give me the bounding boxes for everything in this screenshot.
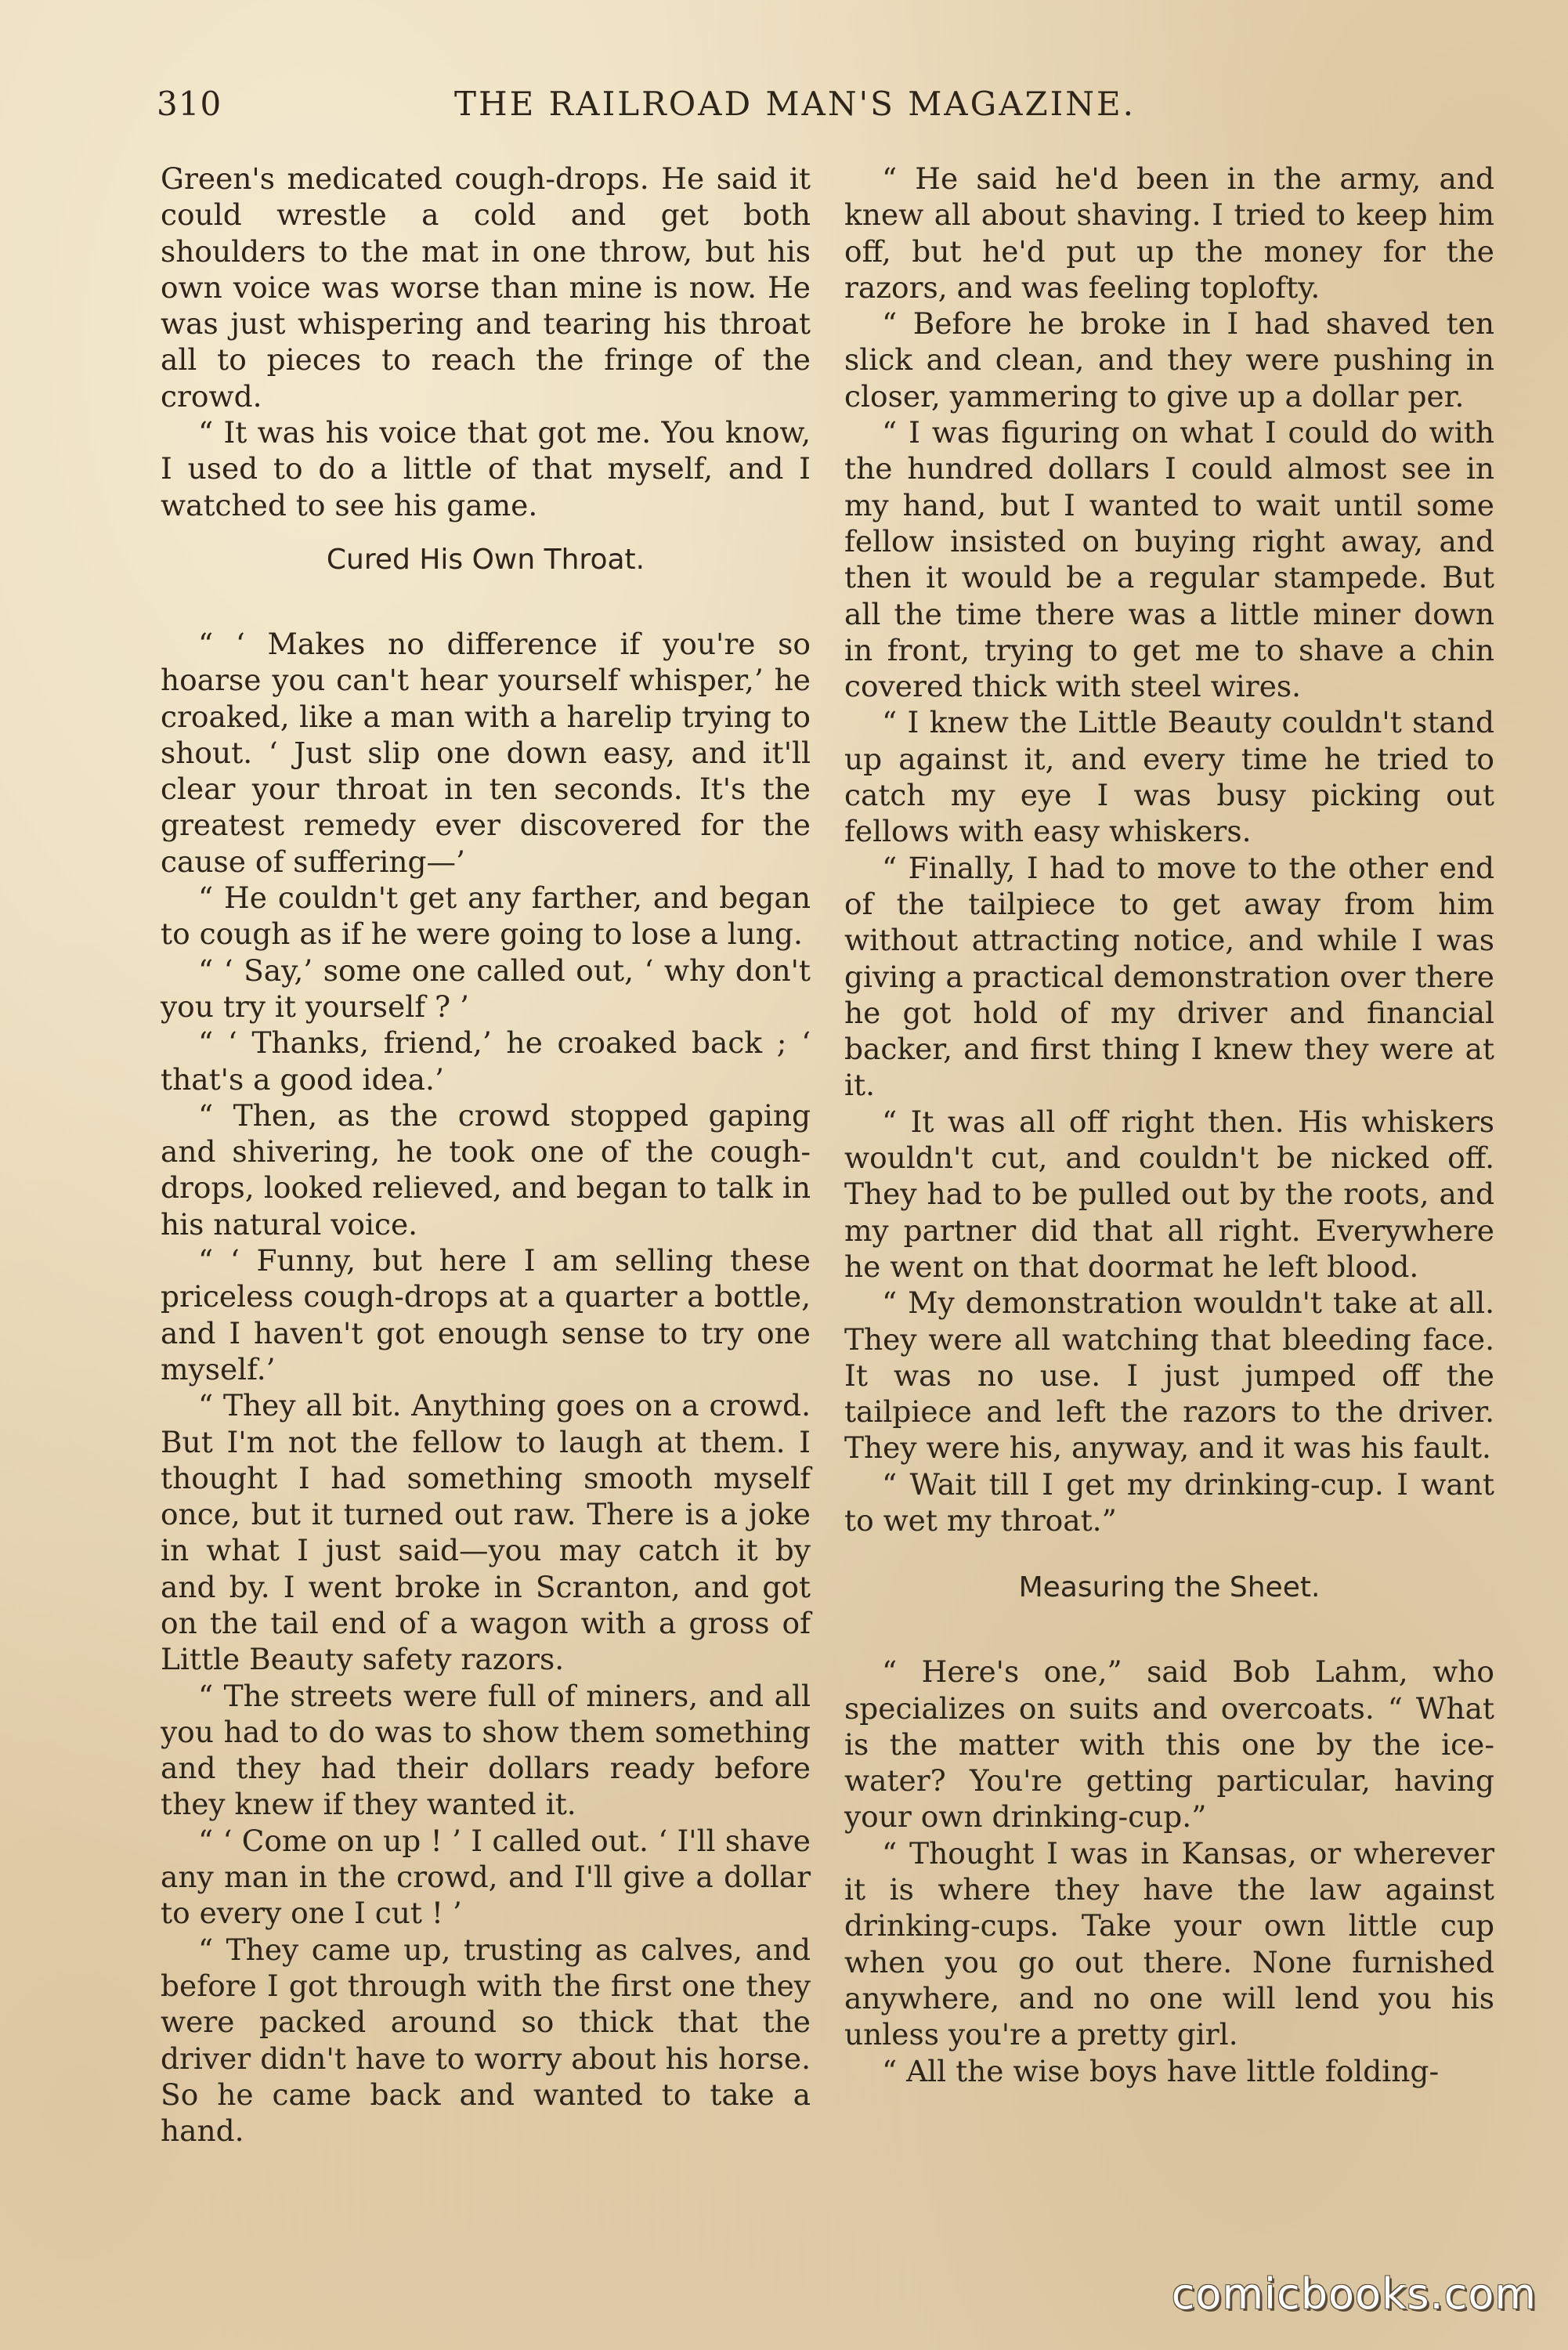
paragraph: “ Here's one,” said Bob Lahm, who specializes on suits and overcoats. “ What is the matter with this one by the ice-water? You're getting particular, having your own drinking-cup.” <box>844 1654 1494 1835</box>
paragraph: “ Then, as the crowd stopped gaping and shivering, he took one of the cough-drops, looked relieved, and began to talk in his natural voice. <box>161 1097 811 1242</box>
watermark-logo: comicbooks.com <box>1171 2269 1537 2319</box>
running-title: THE RAILROAD MAN'S MAGAZINE. <box>454 85 1136 123</box>
paragraph: “ Finally, I had to move to the other end of the tailpiece to get away from him without attracting notice, and while I was giving a practical demonstration over there he got hold of my driver and financial backer, and first thing I knew they were at it. <box>844 850 1494 1103</box>
paragraph: “ ‘ Makes no difference if you're so hoarse you can't hear yourself whisper,’ he croaked, like a man with a harelip trying to shout. ‘ Just slip one down easy, and it'll clear your throat in ten seconds. It's the greatest remedy ever discovered for the cause of suffering—’ <box>161 626 811 879</box>
paragraph: “ They all bit. Anything goes on a crowd. But I'm not the fellow to laugh at them. I thought I had something smooth myself once, but it turned out raw. There is a joke in what I just said—you may catch it by and by. I went broke in Scranton, and got on the tail end of a wagon with a gross of Little Beauty safety razors. <box>161 1388 811 1677</box>
page-header <box>157 85 1492 132</box>
paragraph: “ ‘ Come on up ! ’ I called out. ‘ I'll shave any man in the crowd, and I'll give a dollar to every one I cut ! ’ <box>161 1823 811 1931</box>
paragraph: “ It was his voice that got me. You know, I used to do a little of that myself, and I watched to see his game. <box>161 415 811 522</box>
right-column <box>844 161 1494 2089</box>
section-heading: Cured His Own Throat. <box>326 543 645 576</box>
paragraph: “ Wait till I get my drinking-cup. I want to wet my throat.” <box>844 1466 1494 1538</box>
paragraph: “ He couldn't get any farther, and began to cough as if he were going to lose a lung. <box>161 880 811 952</box>
paragraph: “ ‘ Say,’ some one called out, ‘ why don't you try it yourself ? ’ <box>161 953 811 1024</box>
paragraph: “ They came up, trusting as calves, and before I got through with the first one they were packed around so thick that the driver didn't have to worry about his horse. So he came back and wanted to take a hand. <box>161 1932 811 2149</box>
paragraph: “ Before he broke in I had shaved ten slick and clean, and they were pushing in closer, yammering to give up a dollar per. <box>844 306 1494 414</box>
paragraph: “ All the wise boys have little folding- <box>882 2053 1440 2088</box>
paragraph: “ He said he'd been in the army, and knew all about shaving. I tried to keep him off, but he'd put up the money for the razors, and was feeling toplofty. <box>844 161 1494 305</box>
left-column <box>161 161 811 2149</box>
paragraph: “ ‘ Funny, but here I am selling these priceless cough-drops at a quarter a bottle, and I haven't got enough sense to try one myself.’ <box>161 1243 811 1386</box>
paragraph: “ The streets were full of miners, and all you had to do was to show them something and they had their dollars ready before they knew if they wanted it. <box>161 1678 811 1822</box>
section-heading: Measuring the Sheet. <box>1018 1571 1321 1604</box>
paragraph: “ Thought I was in Kansas, or wherever it is where they have the law against drinking-cups. Take your own little cup when you go out there. None furnished anywhere, and no one will lend you his unless you're a pretty girl. <box>844 1835 1494 2052</box>
page-number: 310 <box>157 85 222 123</box>
paragraph: Green's medicated cough-drops. He said it could wrestle a cold and get both shoulders to the mat in one throw, but his own voice was worse than mine is now. He was just whispering and tearing his throat all to pieces to reach the fringe of the crowd. <box>161 161 811 414</box>
paragraph: “ I was figuring on what I could do with the hundred dollars I could almost see in my hand, but I wanted to wait until some fellow insisted on buying right away, and then it would be a regular stampede. But all the time there was a little miner down in front, trying to get me to shave a chin covered thick with steel wires. <box>844 415 1494 704</box>
paragraph: “ My demonstration wouldn't take at all. They were all watching that bleeding face. It was no use. I just jumped off the tailpiece and left the razors to the driver. They were his, anyway, and it was his fault. <box>844 1285 1494 1466</box>
paragraph: “ ‘ Thanks, friend,’ he croaked back ; ‘ that's a good idea.’ <box>161 1025 811 1097</box>
paragraph: “ I knew the Little Beauty couldn't stand up against it, and every time he tried to catch my eye I was busy picking out fellows with easy whiskers. <box>844 705 1494 849</box>
paragraph: “ It was all off right then. His whiskers wouldn't cut, and couldn't be nicked off. They had to be pulled out by the roots, and my partner did that all right. Everywhere he went on that doormat he left blood. <box>844 1104 1494 1284</box>
